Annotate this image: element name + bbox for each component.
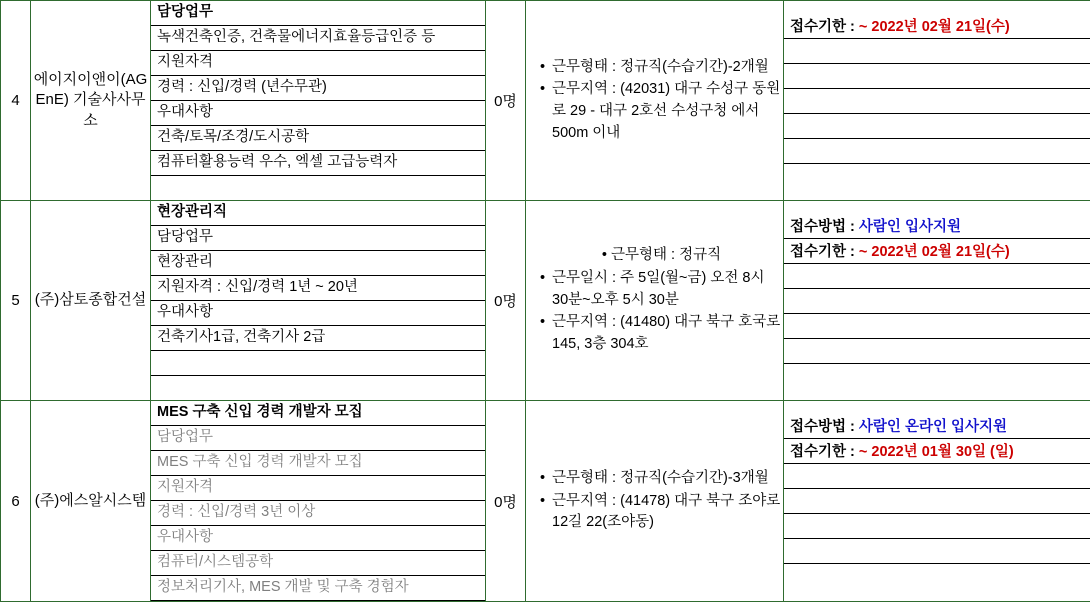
apply-spacer xyxy=(784,564,1090,589)
apply-list xyxy=(784,214,1090,388)
row-number: 5 xyxy=(1,201,31,401)
headcount: 0명 xyxy=(486,1,526,201)
recruit-detail-cell xyxy=(151,201,486,401)
table-row xyxy=(1,1,1090,201)
table-row xyxy=(1,201,1090,401)
apply-empty-row xyxy=(784,464,1090,489)
detail-line xyxy=(151,351,485,376)
row-number: 4 xyxy=(1,1,31,201)
detail-line: 컴퓨터/시스템공학 xyxy=(151,551,485,576)
apply-deadline-row xyxy=(784,238,1090,263)
work-conditions xyxy=(526,401,784,602)
detail-line: 녹색건축인증, 건축물에너지효율등급인증 등 xyxy=(151,26,485,51)
apply-info xyxy=(784,201,1090,401)
detail-list xyxy=(151,401,485,601)
apply-empty-row xyxy=(784,539,1090,564)
company-name: 에이지이앤이(AG EnE) 기술사사무소 xyxy=(31,1,151,201)
detail-title: MES 구축 신입 경력 개발자 모집 xyxy=(151,401,485,426)
company-name: (주)삼토종합건설 xyxy=(31,201,151,401)
detail-line: 건축기사1급, 건축기사 2급 xyxy=(151,326,485,351)
apply-method-row xyxy=(784,214,1090,239)
company-name: (주)에스알시스템 xyxy=(31,401,151,602)
detail-line: 담당업무 xyxy=(151,1,485,26)
apply-deadline-label: 접수기한 : xyxy=(790,19,855,35)
detail-line: 컴퓨터활용능력 우수, 엑셀 고급능력자 xyxy=(151,151,485,176)
apply-empty-row xyxy=(784,263,1090,288)
apply-deadline-label: 접수기한 : xyxy=(790,244,855,260)
headcount: 0명 xyxy=(486,401,526,602)
apply-empty-row xyxy=(784,489,1090,514)
apply-list xyxy=(784,14,1090,188)
apply-method-value[interactable]: 사람인 온라인 입사지원 xyxy=(859,419,1007,435)
detail-line: 지원자격 xyxy=(151,51,485,76)
headcount: 0명 xyxy=(486,201,526,401)
detail-line: 우대사항 xyxy=(151,101,485,126)
recruit-detail-cell xyxy=(151,1,486,201)
work-conditions xyxy=(526,1,784,201)
work-condition-item: • 근무지역 : (42031) 대구 수성구 동원로 29 - 대구 2호선 수성구청 에서 500m 이내 xyxy=(540,79,783,144)
apply-deadline-value: ~ 2022년 02월 21일(수) xyxy=(859,19,1010,35)
recruit-detail-cell xyxy=(151,401,486,602)
apply-empty-row xyxy=(784,63,1090,88)
work-condition-item: • 근무형태 : 정규직(수습기간)-3개월 xyxy=(540,468,783,490)
work-condition-item: • 근무형태 : 정규직(수습기간)-2개월 xyxy=(540,57,783,79)
detail-spacer xyxy=(151,176,485,201)
apply-empty-row xyxy=(784,338,1090,363)
detail-line: 지원자격 : 신입/경력 1년 ~ 20년 xyxy=(151,276,485,301)
apply-method-row xyxy=(784,414,1090,439)
detail-line: 담당업무 xyxy=(151,226,485,251)
work-condition-item: • 근무지역 : (41478) 대구 북구 조야로12길 22(조야동) xyxy=(540,491,783,535)
apply-spacer xyxy=(784,163,1090,188)
detail-title: 현장관리직 xyxy=(151,201,485,226)
apply-method-value[interactable]: 사람인 입사지원 xyxy=(859,219,961,235)
apply-info xyxy=(784,1,1090,201)
apply-spacer xyxy=(784,363,1090,388)
detail-line: 현장관리 xyxy=(151,251,485,276)
work-condition-item: • 근무일시 : 주 5일(월~금) 오전 8시 30분~오후 5시 30분 xyxy=(540,268,783,312)
work-condition-item: • 근무지역 : (41480) 대구 북구 호국로 145, 3층 304호 xyxy=(540,312,783,356)
work-condition-item: • 근무형태 : 정규직 xyxy=(540,245,783,267)
apply-empty-row xyxy=(784,313,1090,338)
apply-empty-row xyxy=(784,88,1090,113)
apply-empty-row xyxy=(784,38,1090,63)
detail-spacer xyxy=(151,376,485,401)
apply-deadline-row xyxy=(784,439,1090,464)
work-conditions xyxy=(526,201,784,401)
detail-line: 건축/토목/조경/도시공학 xyxy=(151,126,485,151)
apply-empty-row xyxy=(784,288,1090,313)
row-number: 6 xyxy=(1,401,31,602)
apply-empty-row xyxy=(784,138,1090,163)
apply-method-label: 접수방법 : xyxy=(790,219,855,235)
apply-method-label: 접수방법 : xyxy=(790,419,855,435)
apply-empty-row xyxy=(784,514,1090,539)
work-condition-text: 근무형태 : 정규직 xyxy=(611,247,721,263)
table-row xyxy=(1,401,1090,602)
detail-line: 우대사항 xyxy=(151,301,485,326)
apply-empty-row xyxy=(784,113,1090,138)
apply-list xyxy=(784,414,1090,588)
detail-line: 경력 : 신입/경력 3년 이상 xyxy=(151,501,485,526)
detail-line: 우대사항 xyxy=(151,526,485,551)
apply-deadline-label: 접수기한 : xyxy=(790,444,855,460)
detail-list xyxy=(151,1,485,200)
detail-line: 정보처리기사, MES 개발 및 구축 경험자 xyxy=(151,576,485,601)
apply-deadline-row xyxy=(784,14,1090,39)
detail-list xyxy=(151,201,485,400)
detail-line: 경력 : 신입/경력 (년수무관) xyxy=(151,76,485,101)
detail-line: MES 구축 신입 경력 개발자 모집 xyxy=(151,451,485,476)
apply-deadline-value: ~ 2022년 02월 21일(수) xyxy=(859,244,1010,260)
detail-line: 담당업무 xyxy=(151,426,485,451)
detail-line: 지원자격 xyxy=(151,476,485,501)
apply-deadline-value: ~ 2022년 01월 30일 (일) xyxy=(859,444,1014,460)
apply-info xyxy=(784,401,1090,602)
